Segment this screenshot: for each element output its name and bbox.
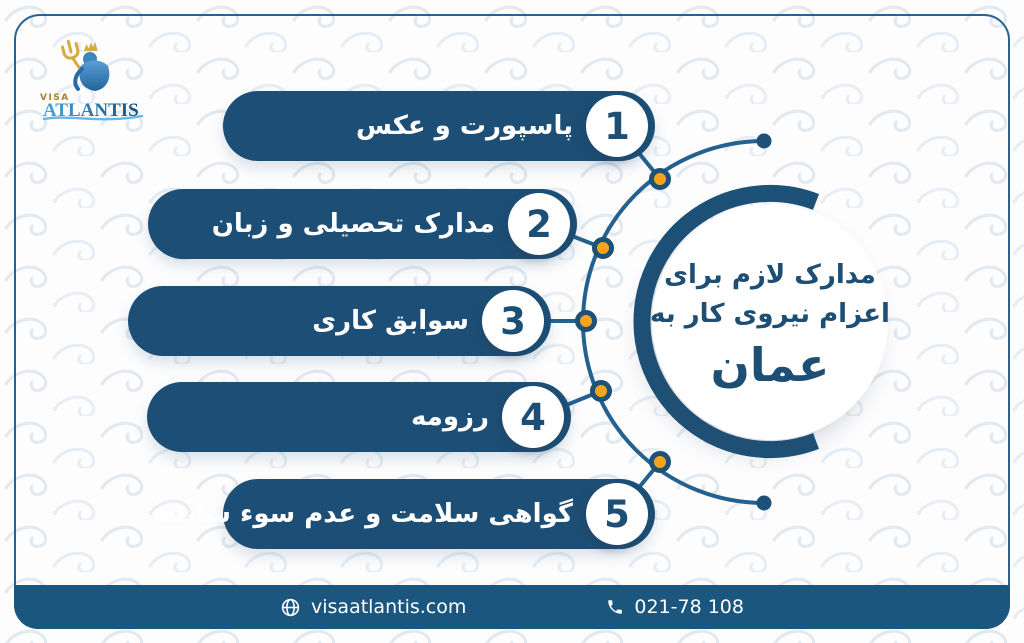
footer-website[interactable]	[280, 596, 466, 618]
footer-website-text: visaatlantis.com	[311, 596, 467, 618]
step-number-5: 5	[604, 492, 630, 536]
step-label-1: پاسپورت و عکس	[355, 111, 573, 141]
step-pill-4	[147, 382, 571, 452]
step-number-badge-2	[508, 193, 570, 255]
step-number-badge-5	[586, 483, 648, 545]
footer-phone-text: 021-78 108	[634, 596, 744, 618]
step-number-3: 3	[500, 299, 526, 343]
step-number-badge-3	[482, 290, 544, 352]
globe-icon	[280, 597, 301, 618]
footer-phone[interactable]	[606, 596, 744, 618]
step-number-2: 2	[526, 202, 552, 246]
center-title-circle	[652, 204, 888, 440]
step-label-5: گواهی سلامت و عدم سوء سابقه	[151, 499, 573, 529]
footer-bar	[14, 585, 1010, 629]
center-title-line1: مدارک لازم برای	[664, 260, 876, 290]
visa-atlantis-logo	[38, 38, 148, 122]
step-number-1: 1	[604, 104, 630, 148]
logo-atlantis-text: ATLANTIS	[43, 100, 139, 121]
step-label-4: رزومه	[411, 402, 489, 432]
step-pill-3	[128, 286, 551, 356]
step-pill-2	[148, 189, 577, 259]
center-title-line3: عمان	[710, 338, 830, 392]
step-number-badge-4	[502, 386, 564, 448]
step-label-3: سوابق کاری	[312, 306, 469, 336]
step-number-4: 4	[520, 395, 546, 439]
arc-end-dot-top	[757, 134, 772, 149]
phone-icon	[606, 598, 624, 616]
center-title-line2: اعزام نیروی کار به	[650, 298, 890, 329]
step-pill-5	[151, 479, 655, 549]
arc-end-dot-bottom	[757, 496, 772, 511]
logo-visa-text: VISA	[40, 93, 70, 103]
step-number-badge-1	[586, 95, 648, 157]
step-label-2: مدارک تحصیلی و زبان	[211, 209, 495, 239]
poseidon-trident-icon	[62, 38, 110, 91]
step-pill-1	[223, 91, 655, 161]
